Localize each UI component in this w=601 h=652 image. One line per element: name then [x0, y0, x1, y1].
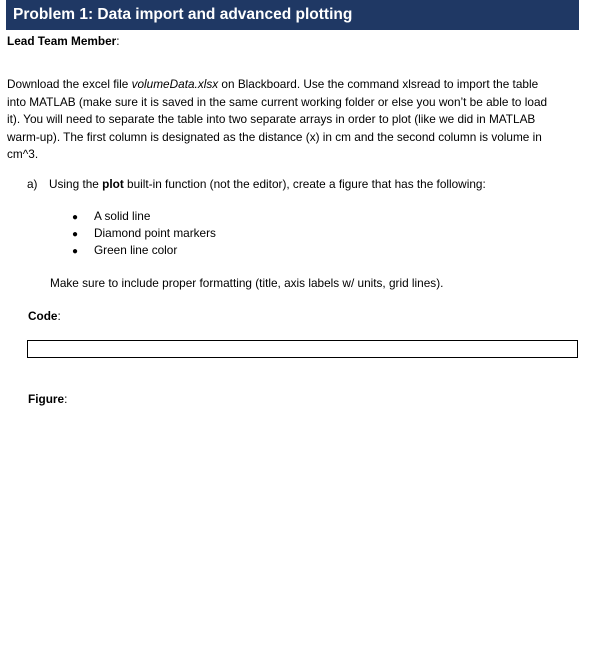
- bullet-icon: ●: [72, 212, 79, 223]
- code-label-text: Code: [28, 309, 58, 323]
- figure-label-text: Figure: [28, 392, 65, 406]
- code-answer-box[interactable]: [27, 340, 578, 358]
- problem-title: Problem 1: Data import and advanced plotting: [13, 6, 353, 23]
- code-label-colon: :: [57, 309, 61, 323]
- paragraph-line-1-end: on Blackboard. Use the command xlsread to import the table: [218, 77, 539, 91]
- question-a-marker: a): [27, 177, 38, 191]
- paragraph-line-1: [7, 76, 579, 94]
- list-item: [72, 208, 216, 225]
- paragraph-line-5: cm^3.: [7, 147, 39, 162]
- bullet-icon: ●: [72, 246, 79, 257]
- file-name: volumeData.xlsx: [131, 77, 219, 91]
- code-label: [28, 308, 61, 324]
- lead-label-text: Lead Team Member: [7, 34, 117, 48]
- list-item-text: Green line color: [94, 243, 178, 257]
- lead-team-member-label: [7, 33, 120, 49]
- question-a: [27, 176, 486, 192]
- list-item: [72, 225, 216, 242]
- bullet-icon: ●: [72, 229, 79, 240]
- paragraph-line-3: it). You will need to separate the table into two separate arrays in order to plot (like we did in MATLAB: [7, 112, 536, 127]
- paragraph-line-1-start: Download the excel file: [7, 77, 132, 91]
- problem-title-bar: [6, 0, 579, 30]
- requirements-list: [72, 208, 216, 259]
- paragraph-line-4: warm-up). The first column is designated as the distance (x) in cm and the second column is volume in: [7, 129, 542, 144]
- question-a-plot-keyword: plot: [102, 177, 124, 191]
- figure-label: [28, 391, 67, 407]
- figure-label-colon: :: [64, 392, 68, 406]
- formatting-note: Make sure to include proper formatting (title, axis labels w/ units, grid lines).: [50, 276, 444, 290]
- list-item: [72, 242, 216, 259]
- list-item-text: Diamond point markers: [94, 226, 216, 240]
- paragraph-line-2: into MATLAB (make sure it is saved in the same current working folder or else you won’t be able to load: [7, 94, 548, 109]
- lead-label-colon: :: [116, 34, 120, 48]
- question-a-text-after: built-in function (not the editor), create a figure that has the following:: [123, 177, 486, 191]
- list-item-text: A solid line: [94, 209, 151, 223]
- question-a-text-before: Using the: [49, 177, 103, 191]
- instructions-paragraph: [7, 76, 579, 164]
